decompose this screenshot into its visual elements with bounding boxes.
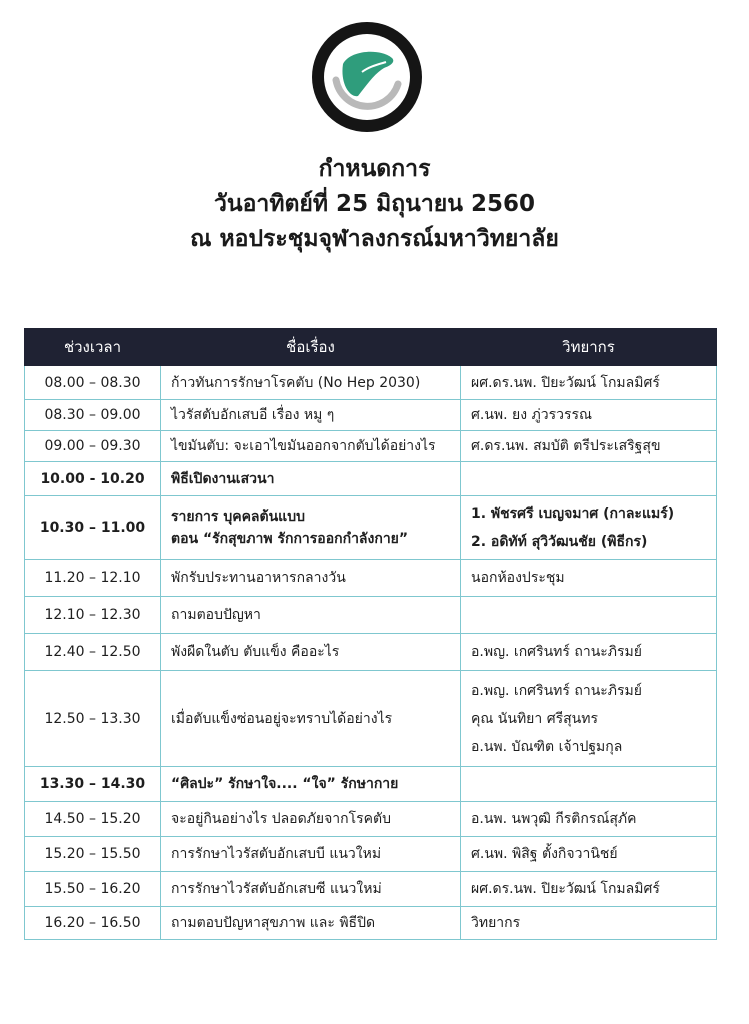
topic-line: ถามตอบปัญหาสุขภาพ และ พิธีปิด	[171, 915, 376, 931]
speaker-cell	[461, 400, 717, 431]
title-block	[0, 152, 749, 257]
speaker-name: 2. อดิทัท์ สุวิวัฒนชัย (พิธีกร)	[471, 533, 648, 550]
speaker-cell	[461, 496, 717, 560]
speaker-name: ศ.นพ. ยง ภู่วรวรรณ	[471, 407, 593, 423]
table-row	[25, 872, 717, 907]
topic-line: การรักษาไวรัสตับอักเสบซี แนวใหม่	[171, 881, 382, 897]
speaker-cell	[461, 872, 717, 907]
time-cell: 09.00 – 09.30	[25, 431, 161, 462]
speaker-name: ผศ.ดร.นพ. ปิยะวัฒน์ โกมลมิศร์	[471, 881, 660, 897]
table-row	[25, 907, 717, 940]
header-topic: ชื่อเรื่อง	[161, 329, 461, 366]
topic-line: ตอน “รักสุขภาพ รักการออกกำลังกาย”	[171, 530, 409, 547]
time-cell: 12.10 – 12.30	[25, 597, 161, 634]
time-cell: 08.30 – 09.00	[25, 400, 161, 431]
topic-line: พิธีเปิดงานเสวนา	[171, 470, 275, 487]
topic-cell	[161, 366, 461, 400]
time-cell: 08.00 – 08.30	[25, 366, 161, 400]
schedule-table	[24, 328, 717, 940]
speaker-cell	[461, 634, 717, 671]
speaker-cell	[461, 366, 717, 400]
speaker-name: ศ.ดร.นพ. สมบัติ ตรีประเสริฐสุข	[471, 438, 661, 454]
topic-line: พังผืดในตับ ตับแข็ง คืออะไร	[171, 644, 340, 660]
table-row	[25, 366, 717, 400]
table-row	[25, 496, 717, 560]
speaker-cell	[461, 837, 717, 872]
speaker-cell	[461, 431, 717, 462]
topic-line: “ศิลปะ” รักษาใจ.... “ใจ” รักษากาย	[171, 776, 399, 792]
time-cell: 12.40 – 12.50	[25, 634, 161, 671]
page-title: กำหนดการ	[318, 156, 431, 182]
table-row	[25, 837, 717, 872]
topic-cell	[161, 872, 461, 907]
topic-cell	[161, 560, 461, 597]
topic-cell	[161, 431, 461, 462]
time-cell: 10.00 - 10.20	[25, 462, 161, 496]
speaker-name: อ.นพ. บัณฑิต เจ้าปฐมกุล	[471, 738, 623, 755]
time-cell: 15.50 – 16.20	[25, 872, 161, 907]
topic-cell	[161, 597, 461, 634]
time-cell: 16.20 – 16.50	[25, 907, 161, 940]
speaker-name: คุณ นันทิยา ศรีสุนทร	[471, 710, 598, 727]
speaker-name: 1. พัชรศรี เบญจมาศ (กาละแมร์)	[471, 505, 675, 522]
header-speaker: วิทยากร	[461, 329, 717, 366]
table-row	[25, 671, 717, 767]
topic-cell	[161, 837, 461, 872]
speaker-name: ศ.นพ. พิสิฐ ตั้งกิจวานิชย์	[471, 846, 618, 862]
topic-cell	[161, 400, 461, 431]
table-row	[25, 560, 717, 597]
header-time: ช่วงเวลา	[25, 329, 161, 366]
time-cell: 10.30 – 11.00	[25, 496, 161, 560]
topic-line: รายการ บุคคลต้นแบบ	[171, 508, 305, 525]
event-venue: ณ หอประชุมจุฬาลงกรณ์มหาวิทยาลัย	[190, 226, 559, 252]
time-cell: 14.50 – 15.20	[25, 802, 161, 837]
time-cell: 13.30 – 14.30	[25, 767, 161, 802]
table-row	[25, 597, 717, 634]
topic-cell	[161, 671, 461, 767]
topic-line: การรักษาไวรัสตับอักเสบบี แนวใหม่	[171, 846, 382, 862]
table-row	[25, 400, 717, 431]
speaker-cell	[461, 907, 717, 940]
speaker-name: อ.พญ. เกศรินทร์ ถานะภิรมย์	[471, 682, 642, 699]
topic-line: พักรับประทานอาหารกลางวัน	[171, 570, 346, 586]
table-row	[25, 431, 717, 462]
time-cell: 12.50 – 13.30	[25, 671, 161, 767]
speaker-cell	[461, 560, 717, 597]
speaker-name: อ.นพ. นพวุฒิ กีรติกรณ์สุภัค	[471, 811, 637, 827]
speaker-name: อ.พญ. เกศรินทร์ ถานะภิรมย์	[471, 644, 642, 660]
time-cell: 11.20 – 12.10	[25, 560, 161, 597]
event-date: วันอาทิตย์ที่ 25 มิถุนายน 2560	[213, 191, 536, 217]
topic-line: ไวรัสตับอักเสบอี เรื่อง หมู ๆ	[171, 407, 335, 423]
speaker-name: นอกห้องประชุม	[471, 570, 565, 586]
topic-cell	[161, 767, 461, 802]
time-cell: 15.20 – 15.50	[25, 837, 161, 872]
topic-cell	[161, 802, 461, 837]
schedule-body	[25, 366, 717, 940]
speaker-cell	[461, 802, 717, 837]
table-row	[25, 462, 717, 496]
topic-line: ถามตอบปัญหา	[171, 607, 261, 623]
speaker-cell	[461, 597, 717, 634]
topic-cell	[161, 462, 461, 496]
table-header-row	[25, 329, 717, 366]
liver-logo-icon	[310, 20, 424, 134]
speaker-cell	[461, 767, 717, 802]
topic-line: ก้าวทันการรักษาโรคตับ (No Hep 2030)	[171, 374, 421, 391]
topic-line: เมื่อตับแข็งซ่อนอยู่จะทราบได้อย่างไร	[171, 710, 393, 727]
speaker-cell	[461, 671, 717, 767]
table-row	[25, 802, 717, 837]
topic-cell	[161, 634, 461, 671]
topic-cell	[161, 496, 461, 560]
speaker-name: วิทยากร	[471, 915, 521, 931]
speaker-cell	[461, 462, 717, 496]
topic-cell	[161, 907, 461, 940]
topic-line: จะอยู่กินอย่างไร ปลอดภัยจากโรคตับ	[171, 811, 392, 827]
speaker-name: ผศ.ดร.นพ. ปิยะวัฒน์ โกมลมิศร์	[471, 374, 660, 391]
topic-line: ไขมันตับ: จะเอาไขมันออกจากตับได้อย่างไร	[171, 438, 436, 454]
table-row	[25, 634, 717, 671]
table-row	[25, 767, 717, 802]
